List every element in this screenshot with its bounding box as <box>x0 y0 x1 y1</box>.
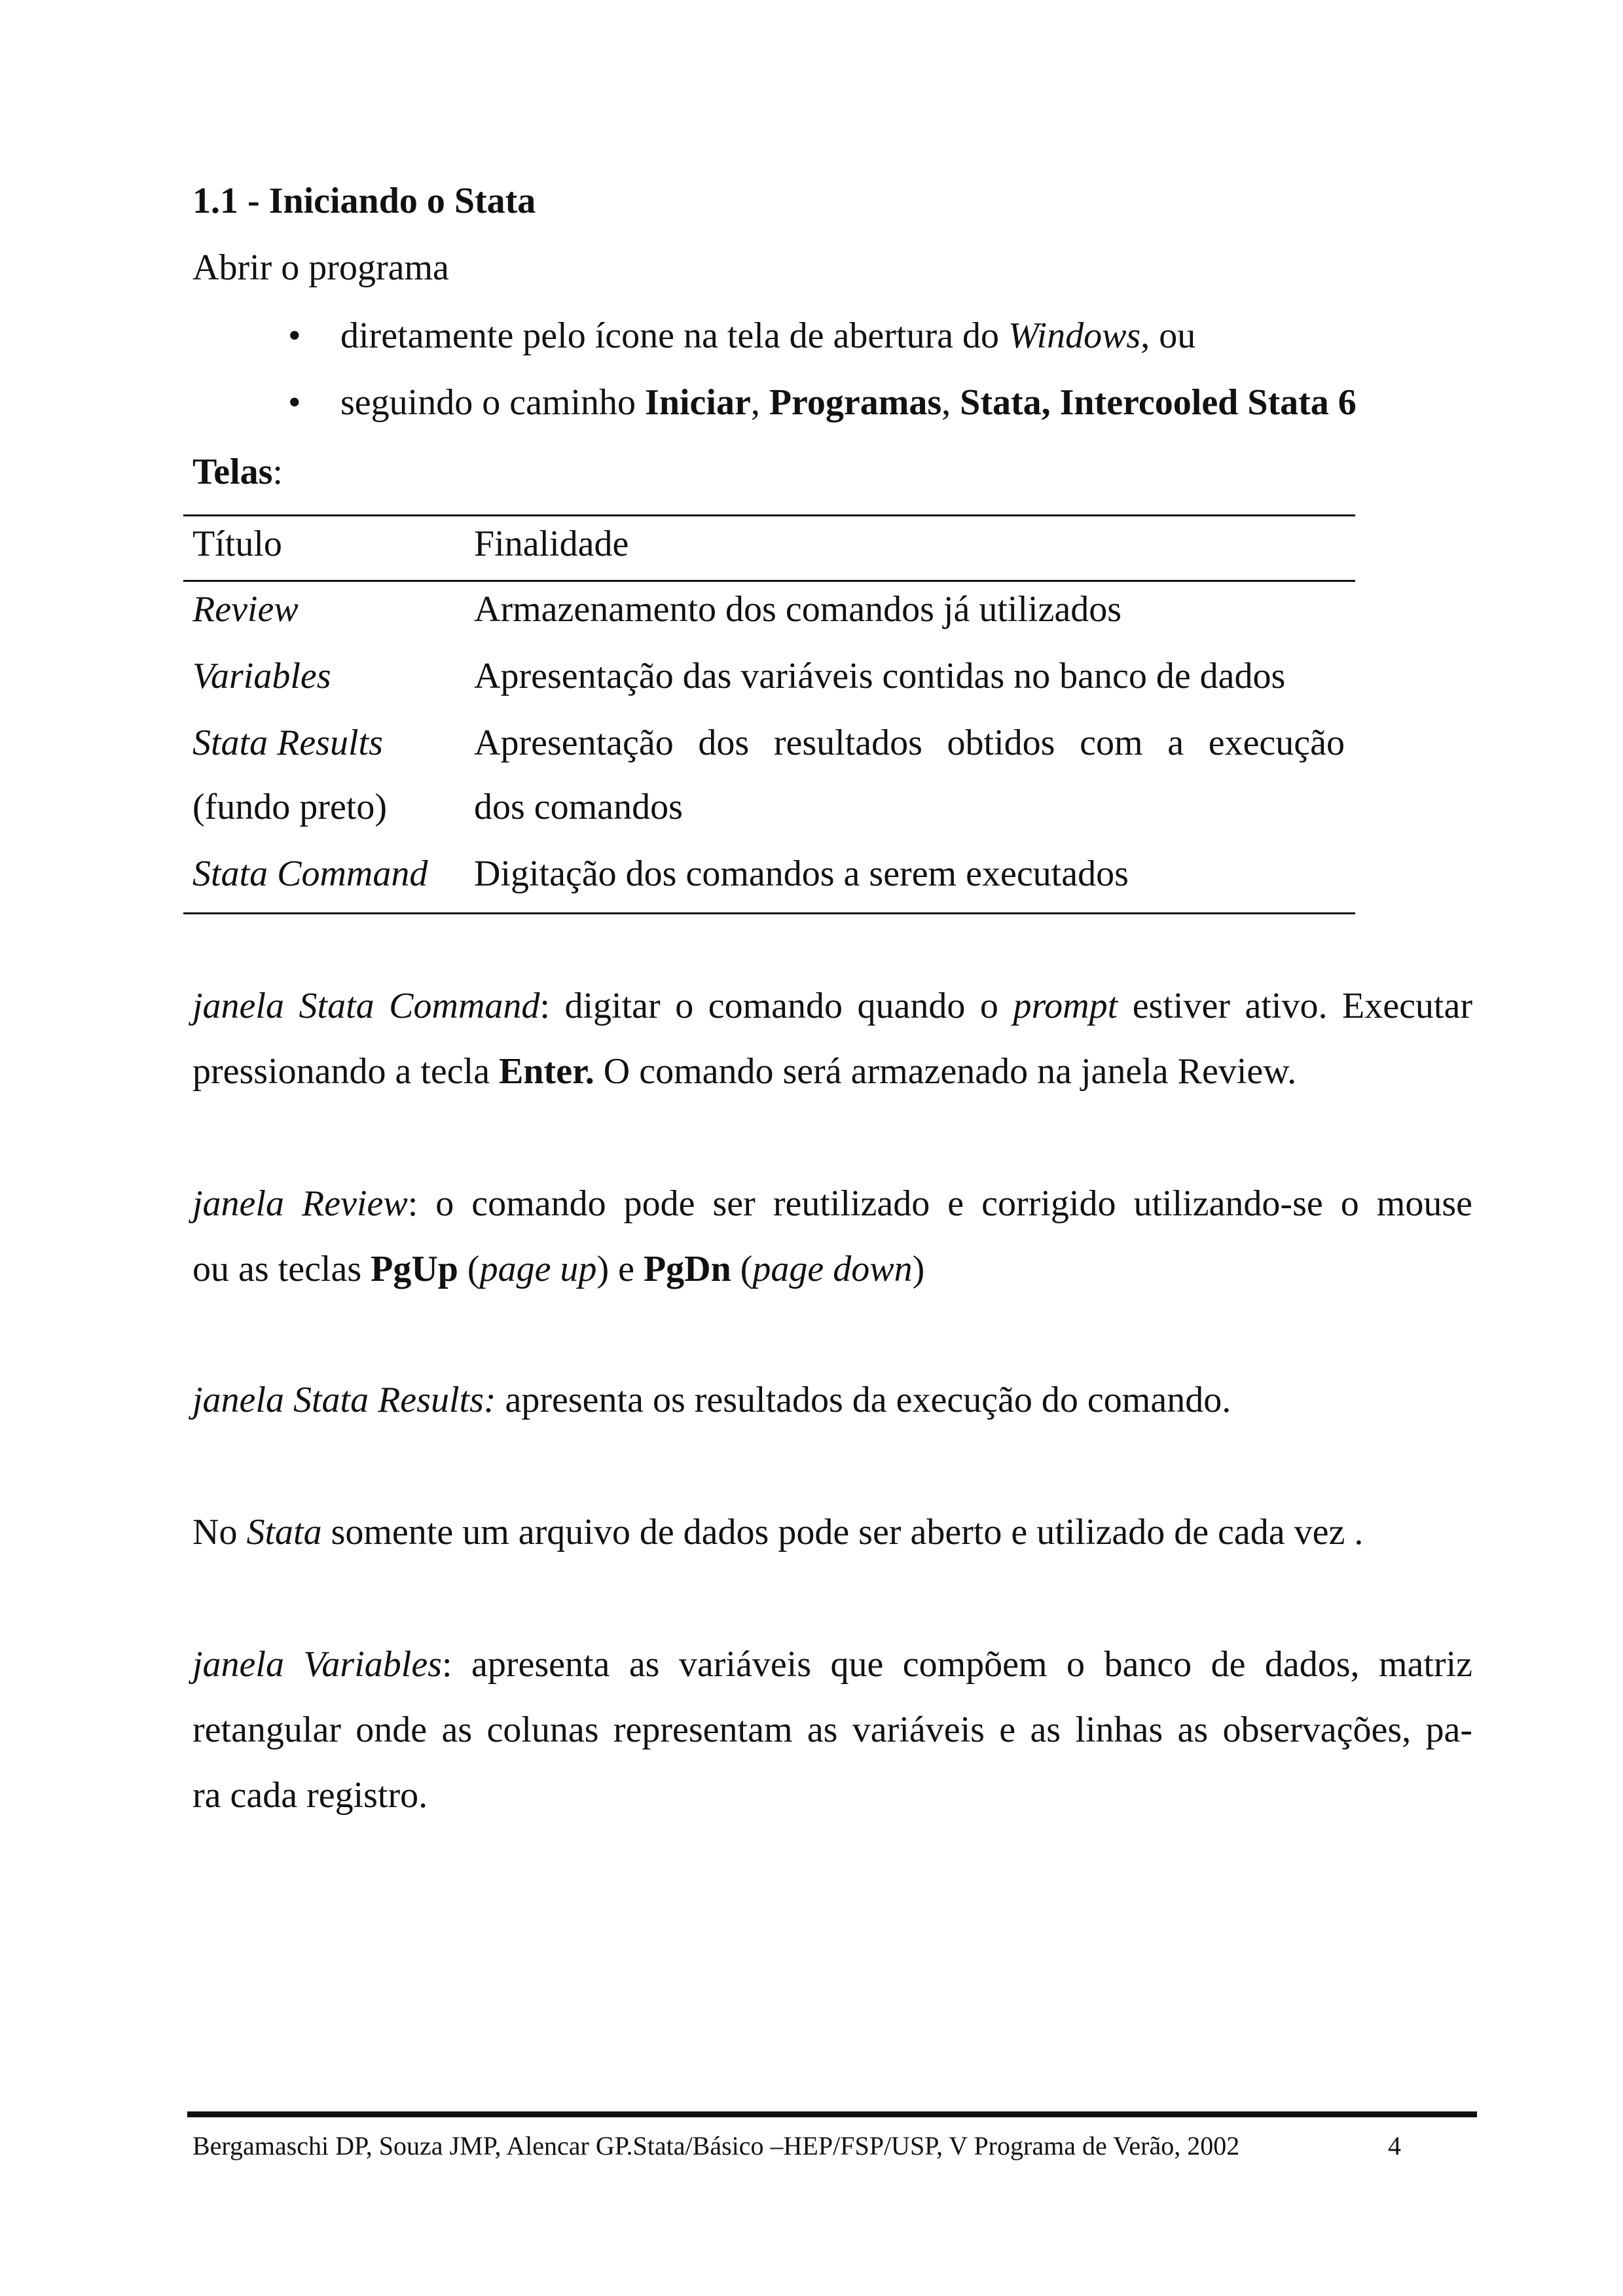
paragraph-results <box>192 1377 1231 1423</box>
path-separator: , <box>750 382 769 423</box>
key-description: page down <box>752 1249 913 1289</box>
intro-text: Abrir o programa <box>192 247 449 288</box>
paragraph-variables-line3: ra cada registro. <box>192 1775 428 1816</box>
paragraph-variables-line1 <box>192 1641 1472 1687</box>
path-separator: , <box>941 382 960 423</box>
table-row-results-title: Stata Results <box>192 723 383 763</box>
bullet-text-end: , ou <box>1140 315 1196 356</box>
footer-rule <box>187 2111 1477 2117</box>
menu-path-programas: Programas <box>769 382 942 423</box>
paragraph-text: ( <box>731 1249 753 1289</box>
section-heading: 1.1 - Iniciando o Stata <box>192 181 536 221</box>
bullet-marker: • <box>288 315 301 356</box>
table-row-results-purpose-line1: Apresentação dos resultados obtidos com a execução <box>474 723 1345 763</box>
paragraph-review-line2 <box>192 1246 924 1292</box>
table-top-rule <box>183 514 1355 516</box>
paragraph-text: estiver ativo. Executar <box>1118 986 1472 1026</box>
paragraph-lead: janela Stata Results: <box>192 1380 496 1420</box>
bullet-item-windows-icon <box>288 313 1195 359</box>
paragraph-single-file <box>192 1509 1363 1555</box>
paragraph-text: O comando será armazenado na janela Review. <box>594 1051 1297 1092</box>
paragraph-emphasis: prompt <box>1013 986 1118 1026</box>
key-pgdn: PgDn <box>643 1249 731 1289</box>
telas-label <box>192 449 283 495</box>
table-header-rule <box>183 580 1355 582</box>
paragraph-text: : apresenta as variáveis que compõem o banco de dados, matriz <box>441 1644 1473 1685</box>
paragraph-variables-line2: retangular onde as colunas representam as variáveis e as linhas as observações, pa- <box>192 1710 1472 1750</box>
telas-label-text: Telas <box>192 452 273 492</box>
bullet-text: diretamente pelo ícone na tela de abertura do <box>340 315 1008 356</box>
telas-colon: : <box>272 452 283 492</box>
bullet-emphasis: Windows <box>1008 315 1141 356</box>
bullet-text: seguindo o caminho <box>340 382 646 423</box>
menu-path-iniciar: Iniciar <box>645 382 751 423</box>
table-row-results-purpose-line2: dos comandos <box>474 787 683 827</box>
table-row-results-note: (fundo preto) <box>192 787 388 827</box>
table-header-title: Título <box>192 524 282 564</box>
table-row-review-title: Review <box>192 589 299 630</box>
paragraph-emphasis: Stata <box>246 1512 322 1552</box>
paragraph-lead: janela Review <box>192 1183 408 1224</box>
paragraph-text: : o comando pode ser reutilizado e corrigido utilizando-se o mouse <box>407 1183 1472 1224</box>
paragraph-text: somente um arquivo de dados pode ser aberto e utilizado de cada vez . <box>321 1512 1364 1552</box>
bullet-marker: • <box>288 382 301 423</box>
paragraph-text: No <box>192 1512 247 1552</box>
paragraph-text: : digitar o comando quando o <box>539 986 1013 1026</box>
paragraph-text: ) e <box>596 1249 644 1289</box>
table-row-review-purpose: Armazenamento dos comandos já utilizados <box>474 589 1122 630</box>
paragraph-text: ) <box>912 1249 925 1289</box>
key-pgup: PgUp <box>371 1249 458 1289</box>
paragraph-command-line2 <box>192 1049 1296 1094</box>
paragraph-lead: janela Variables <box>192 1644 442 1685</box>
table-row-variables-title: Variables <box>192 656 331 696</box>
table-row-command-purpose: Digitação dos comandos a serem executados <box>474 853 1129 894</box>
paragraph-text: apresenta os resultados da execução do comando. <box>496 1380 1231 1420</box>
table-row-command-title: Stata Command <box>192 853 428 894</box>
footer-citation: Bergamaschi DP, Souza JMP, Alencar GP.Stata/Básico –HEP/FSP/USP, V Programa de Verão, 2002 <box>192 2131 1240 2161</box>
paragraph-review-line1 <box>192 1181 1472 1227</box>
paragraph-lead: janela Stata Command <box>192 986 540 1026</box>
key-enter: Enter. <box>499 1051 594 1092</box>
key-description: page up <box>479 1249 597 1289</box>
paragraph-text: ( <box>458 1249 480 1289</box>
bullet-item-menu-path <box>288 380 1357 425</box>
paragraph-command-line1 <box>192 983 1472 1029</box>
page-number: 4 <box>1388 2131 1401 2161</box>
table-row-variables-purpose: Apresentação das variáveis contidas no banco de dados <box>474 656 1286 696</box>
paragraph-text: pressionando a tecla <box>192 1051 500 1092</box>
paragraph-text: ou as teclas <box>192 1249 371 1289</box>
table-bottom-rule <box>183 912 1355 914</box>
menu-path-stata: Stata, Intercooled Stata 6 <box>960 382 1357 423</box>
table-header-purpose: Finalidade <box>474 524 629 564</box>
